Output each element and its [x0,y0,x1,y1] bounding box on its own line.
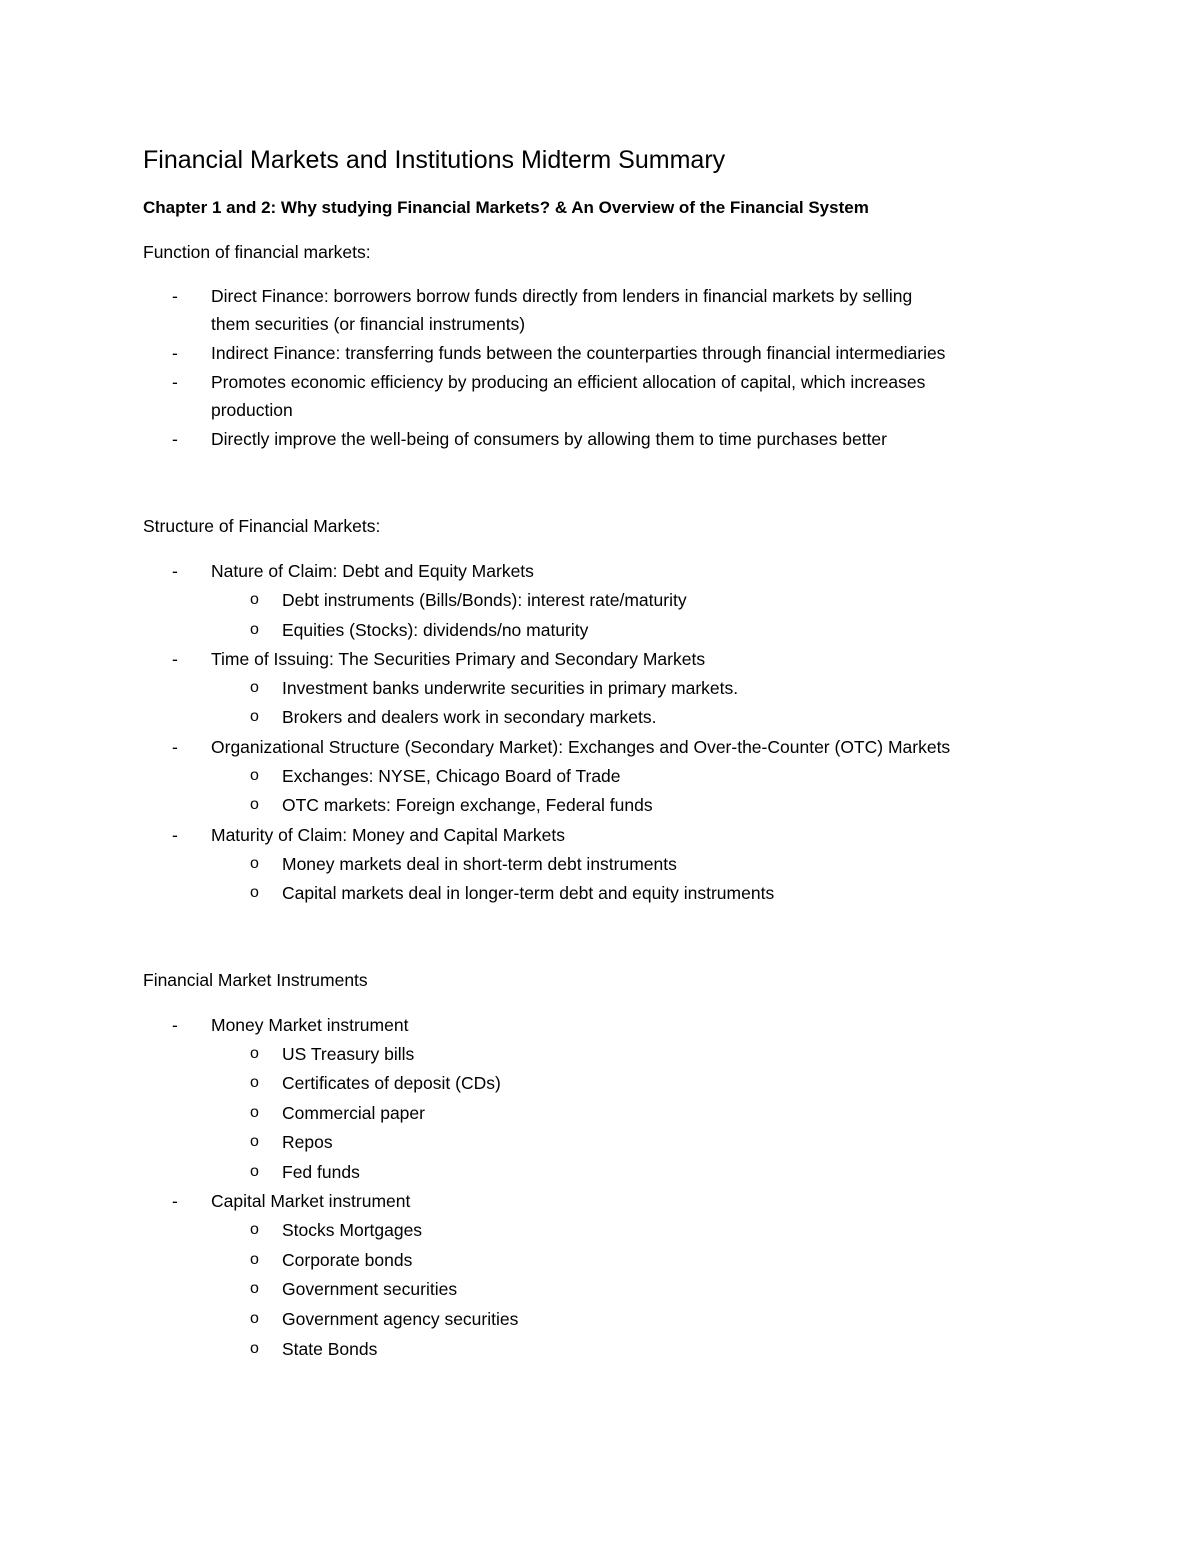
bullet-circle: o [250,1221,259,1238]
bullet-dash: - [172,649,178,669]
list-item-text: them securities (or financial instruments) [211,314,526,334]
list-item-text: Nature of Claim: Debt and Equity Markets [211,561,534,581]
bullet-circle: o [250,1310,259,1327]
sub-list-item-text: Stocks Mortgages [282,1220,423,1240]
sub-list-item-text: Exchanges: NYSE, Chicago Board of Trade [282,766,621,786]
bullet-circle: o [250,1340,259,1357]
bullet-dash: - [172,737,178,757]
list-item-text: Money Market instrument [211,1015,409,1035]
bullet-circle: o [250,1104,259,1121]
list-item-text: Maturity of Claim: Money and Capital Markets [211,825,566,845]
sub-list-item-text: OTC markets: Foreign exchange, Federal funds [282,795,653,815]
bullet-circle: o [250,767,259,784]
document-title: Financial Markets and Institutions Midterm Summary [143,146,726,174]
list-item-text: Directly improve the well-being of consumers by allowing them to time purchases better [211,429,887,449]
sub-list-item-text: US Treasury bills [282,1044,415,1064]
bullet-dash: - [172,429,178,449]
bullet-dash: - [172,343,178,363]
bullet-circle: o [250,884,259,901]
section-heading-function: Function of financial markets: [143,242,371,262]
bullet-circle: o [250,621,259,638]
list-item-text: Indirect Finance: transferring funds between the counterparties through financial intermediaries [211,343,946,363]
list-item-text: production [211,400,293,420]
sub-list-item-text: Brokers and dealers work in secondary markets. [282,707,657,727]
bullet-circle: o [250,1280,259,1297]
bullet-dash: - [172,825,178,845]
sub-list-item-text: Capital markets deal in longer-term debt and equity instruments [282,883,775,903]
sub-list-item-text: Government securities [282,1279,458,1299]
sub-list-item-text: Commercial paper [282,1103,425,1123]
sub-list-item-text: Debt instruments (Bills/Bonds): interest rate/maturity [282,590,687,610]
bullet-dash: - [172,286,178,306]
list-item-text: Direct Finance: borrowers borrow funds directly from lenders in financial markets by selling [211,286,913,306]
bullet-circle: o [250,1163,259,1180]
bullet-circle: o [250,1133,259,1150]
sub-list-item-text: Government agency securities [282,1309,519,1329]
sub-list-item-text: Repos [282,1132,333,1152]
bullet-circle: o [250,591,259,608]
chapter-heading: Chapter 1 and 2: Why studying Financial Markets? & An Overview of the Financial System [143,198,869,217]
sub-list-item-text: Investment banks underwrite securities in primary markets. [282,678,739,698]
sub-list-item-text: Equities (Stocks): dividends/no maturity [282,620,589,640]
section-heading-structure: Structure of Financial Markets: [143,516,381,536]
bullet-dash: - [172,372,178,392]
list-item-text: Capital Market instrument [211,1191,411,1211]
section-heading-instruments: Financial Market Instruments [143,970,368,990]
bullet-circle: o [250,1074,259,1091]
sub-list-item-text: Certificates of deposit (CDs) [282,1073,501,1093]
bullet-dash: - [172,561,178,581]
bullet-circle: o [250,708,259,725]
bullet-circle: o [250,1045,259,1062]
sub-list-item-text: Corporate bonds [282,1250,413,1270]
bullet-dash: - [172,1015,178,1035]
bullet-dash: - [172,1191,178,1211]
bullet-circle: o [250,1251,259,1268]
list-item-text: Organizational Structure (Secondary Market): Exchanges and Over-the-Counter (OTC) Markets [211,737,951,757]
list-item-text: Time of Issuing: The Securities Primary and Secondary Markets [211,649,706,669]
bullet-circle: o [250,679,259,696]
bullet-circle: o [250,796,259,813]
sub-list-item-text: Fed funds [282,1162,360,1182]
sub-list-item-text: State Bonds [282,1339,378,1359]
bullet-circle: o [250,855,259,872]
sub-list-item-text: Money markets deal in short-term debt instruments [282,854,677,874]
list-item-text: Promotes economic efficiency by producing an efficient allocation of capital, which increases [211,372,926,392]
